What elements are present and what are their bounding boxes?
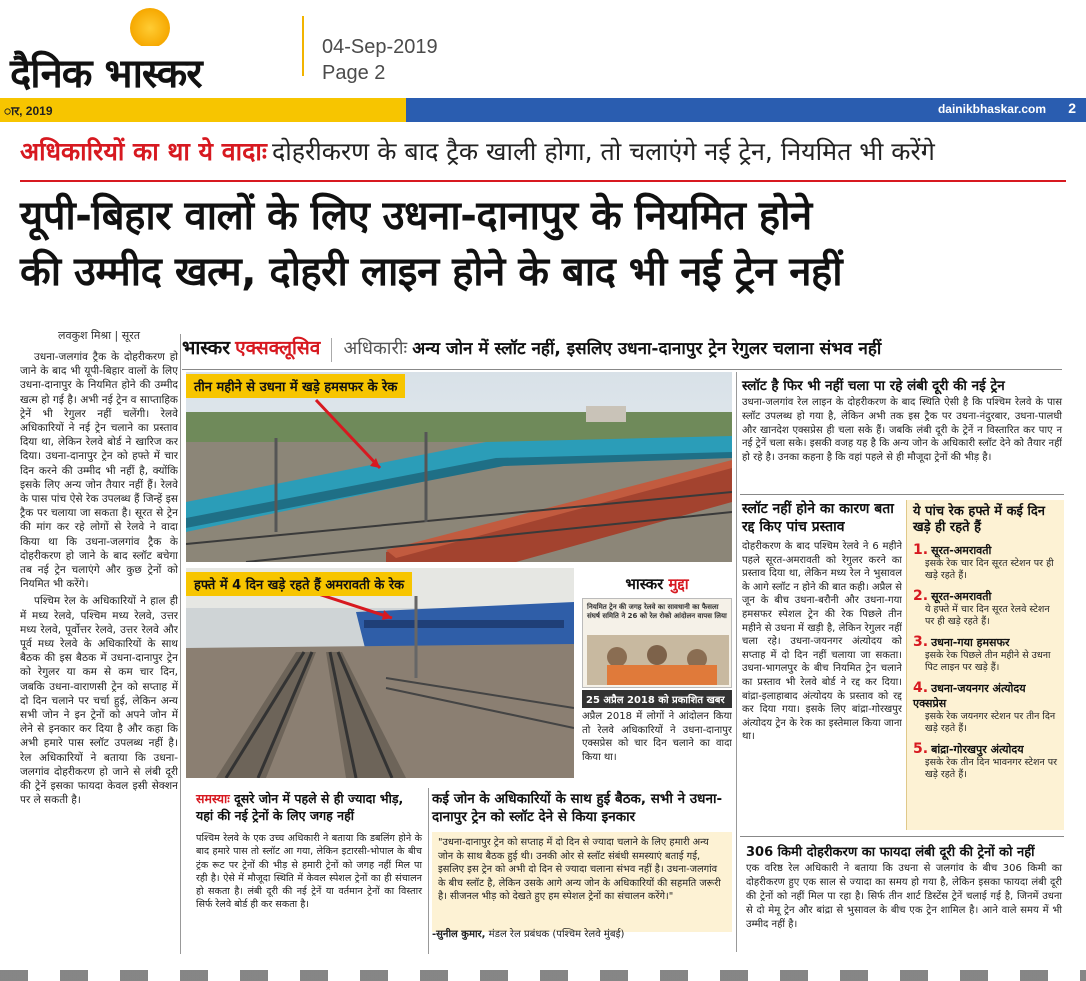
exclusive-separator [331,338,332,362]
mudda-title-brand: भास्कर [625,575,664,593]
section-rule [740,494,1064,495]
mudda-title [582,574,732,594]
photo2-caption: हफ्ते में 4 दिन खड़े रहते हैं अमरावती के रेक [186,572,412,596]
color-band [0,98,1086,122]
problem-label: समस्याः [196,791,230,806]
exclusive-label: अधिकारीः [343,338,408,359]
kicker-label: अधिकारियों का था ये वादाः [20,137,267,166]
kicker-line [20,134,1070,178]
edition-date: 04-Sep-2019 [322,36,438,58]
bhaskar-mudda-box [582,574,732,774]
right-column-divider [736,372,737,952]
proposals-text: दोहरीकरण के बाद पश्चिम रेलवे ने 6 महीने पहले सूरत-अमरावती को रेगुलर करने का प्रस्ताव दिया था, लेकिन मध्य रेल ने भुसावल के आगे स्लॉट न होने की बात कही। अप्रैल से जून के बीच उधना-बरौनी और उधना-गया हमसफर स्पेशल ट्रेन की रेक पिछले तीन महीने से उधना में खड़ी है, लेकिन रेगुलर नहीं चला रहे। उधना-जयनगर अंत्योदय को सप्ताह में दो दिन नहीं चलाया जा सकता। उधना-भागलपुर के बीच नियमित ट्रेन चलाने का प्रस्ताव भी रेलवे बोर्ड ने रद्द कर दिया। बांद्रा-इलाहाबाद अंत्योदय के प्रस्ताव को रद्द कर दिया गया। इसके लिए बांद्रा-गोरखपुर अंत्योदय ट्रेन के रेक का इस्तेमाल किया जाना था। [742,541,902,743]
rake-text: इसके रेक तीन दिन भावनगर स्टेशन पर खड़े रहते हैं। [925,757,1058,780]
mudda-text: अप्रैल 2018 में लोगों ने आंदोलन किया तो रेलवे अधिकारियों ने उधना-दानापुर एक्सप्रेस को चार दिन चलाने का वादा किया था। [582,711,732,763]
doubling-heading: 306 किमी दोहरीकरण का फायदा लंबी दूरी की ट्रेनों को नहीं [746,845,1035,860]
rake-title: सूरत-अमरावती [931,590,992,603]
headline-line-2: की उम्मीद खत्म, दोहरी लाइन होने के बाद भी नई ट्रेन नहीं [20,249,843,295]
rake-text: इसके रेक चार दिन सूरत स्टेशन पर ही खड़े रहते हैं। [925,558,1054,581]
list-item: 4. उधना-जयनगर अंत्योदय एक्सप्रेस इसके रेक जयनगर स्टेशन पर तीन दिन खड़े रहते हैं। [913,680,1058,735]
rake-title: उधना-जयनगर अंत्योदय एक्सप्रेस [913,682,1026,710]
exclusive-tag-brand: भास्कर [182,337,231,359]
newspaper-logo [10,6,290,97]
left-column-article [20,350,178,950]
slot-available-heading: स्लॉट है फिर भी नहीं चला पा रहे लंबी दूरी की नई ट्रेन [742,378,1005,394]
rake-title: उधना-गया हमसफर [931,636,1010,649]
list-item: 1. सूरत-अमरावती इसके रेक चार दिन सूरत स्टेशन पर ही खड़े रहते हैं। [913,542,1058,582]
main-headline [20,188,1070,300]
quote-signature [432,926,732,940]
train-yard-photo [186,372,732,562]
bottom-divider [428,788,429,954]
meeting-heading: कई जोन के अधिकारियों के साथ हुई बैठक, सभी ने उधना-दानापुर ट्रेन को स्लॉट देने से किया इनकार [432,791,723,825]
rake-text: ये हफ्ते में चार दिन सूरत रेलवे स्टेशन पर ही खड़े रहते हैं। [925,604,1050,627]
official-role: मंडल रेल प्रबंधक (पश्चिम रेलवे मुंबई) [488,929,625,940]
doubling-text: एक वरिष्ठ रेल अधिकारी ने बताया कि उधना से जलगांव के बीच 306 किमी का दोहरीकरण हुए एक साल से ज्यादा का समय हो गया है, लेकिन इसका फायदा लंबी दूरी की ट्रेनों को नहीं मिल पा रहा है। सिर्फ तीन शार्ट डिस्टेंस ट्रेनें चलाई गई है, जिनमें उधना से दो मेमू ट्रेन और बांद्रा से भुसावल के बीच एक ट्रेन शामिल है। आने वाले समय में भी उम्मीद नहीं है। [746,863,1062,930]
sun-icon [122,6,178,46]
exclusive-tag: एक्सक्लूसिव [235,337,321,359]
left-paragraph-2: पश्चिम रेल के अधिकारियों ने हाल ही में मध्य रेलवे, पश्चिम मध्य रेलवे, उत्तर मध्य रेलवे, पूर्वोत्तर रेलवे, उत्तर रेलवे और पूर्व मध्य रेलवे के अधिकारियों के साथ बैठक की इस बैठक में उधना-दानापुर ट्रेन को रेगुलर या कम से कम चार दिन, जबकि उधना-वाराणसी ट्रेन को सप्ताह में दो दिन चलाने पर चर्चा हुई, लेकिन अन्य सभी जोन ने इन ट्रेनों को अपने जोन में लेने से इनकार कर दिया है और कहा कि अभी हमारे पास स्लॉट उपलब्ध नहीं है। रेल अधिकारियों ने बताया कि उधना-जलगांव दोहरीकरण हो जाने से लंबी दूरी की ट्रेनें इसका फायदा केवल इसी सेक्शन पर ले सकती है। [20,595,178,807]
clipping-photo [587,635,729,685]
band-date: ार, 2019 [4,104,53,118]
five-rakes-box [906,500,1064,830]
list-item: 3. उधना-गया हमसफर इसके रेक पिछले तीन महीने से उधना पिट लाइन पर खड़े हैं। [913,634,1058,674]
photo-amravati-rakes [186,568,574,778]
photo1-caption: तीन महीने से उधना में खड़े हमसफर के रेक [186,374,405,398]
left-paragraph-1: उधना-जलगांव ट्रैक के दोहरीकरण हो जाने के बाद भी यूपी-बिहार वालों के लिए उधना-दानापुर के नियमित होने की उम्मीद खत्म हो गई है। अभी नई ट्रेन व साप्ताहिक ट्रेनें भी रेगुलर नहीं चलेंगी। रेलवे अधिकारियों ने नई ट्रेन चलाने का प्रस्ताव दिया था, लेकिन रेलवे बोर्ड ने खारिज कर दिया। उधना-दानापुर ट्रेन को हफ्ते में चार दिन करने की उम्मीद भी नहीं है, क्योंकि इसके लिए अन्य जोन तैयार नहीं हैं। रेलवे के पास पांच ऐसे रेक उपलब्ध हैं जिन्हें इस ट्रैक पर चलाया जा सकता है। सूरत से ट्रेन की मांग कर रहे लोगों से रेलवे ने वादा किया था कि उधना-जलगांव ट्रैक के दोहरीकरण हो जाने के बाद स्लॉट बचेगा तब नई ट्रेन चलाएंगे और कुछ ट्रेनों को नियमित भी करेंगे। [20,351,178,591]
column-divider [180,334,181,954]
rake-text: इसके रेक जयनगर स्टेशन पर तीन दिन खड़े रहते हैं। [925,711,1056,734]
page-header [0,0,1086,98]
railway-tracks-photo [186,568,574,778]
band-page-number: 2 [1068,100,1076,116]
rake-title: सूरत-अमरावती [931,544,992,557]
kicker-text: दोहरीकरण के बाद ट्रैक खाली होगा, तो चलाएंगे नई ट्रेन, नियमित भी करेंगे [272,137,935,166]
list-item: 5. बांद्रा-गोरखपुर अंत्योदय इसके रेक तीन दिन भावनगर स्टेशन पर खड़े रहते हैं। [913,741,1058,780]
slot-available-text: उधना-जलगांव रेल लाइन के दोहरीकरण के बाद स्थिति ऐसी है कि पश्चिम रेलवे के पास स्लॉट उपलब्ध हो गया है, लेकिन अभी तक इस ट्रैक पर उधना-नंदुरबार, उधना-पालधी और खानदेश एक्सप्रेस ही चला सके हैं। जबकि लंबी दूरी के ट्रेनें न विस्तारित कर पाए न नई ट्रेनें चला सके। इसकी वजह यह है कि अन्य जोन के अधिकारी स्लॉट देने को तैयार नहीं हो रहे है। उनका कहना है कि वहां पहले से ही मौजूदा ट्रेनों की भीड़ है। [742,397,1062,464]
page-bottom-edge [0,960,1086,981]
problem-text: पश्चिम रेलवे के एक उच्च अधिकारी ने बताया कि डबलिंग होने के बाद हमारे पास तो स्लॉट आ गया, लेकिन इटारसी-भोपाल के बीच ट्रंक रूट पर ट्रेनों की भीड़ से हमारी ट्रेनों को जगह नहीं मिल पा रही है। ऐसे में मौजूदा स्थिति में केवल स्पेशल ट्रेनों का ही संचालन हो सकता है। लंबी दूरी की नई ट्रेनें या वर्तमान ट्रेनों का विस्तार सिर्फ रेलवे बोर्ड ही कर सकता है। [196,833,422,911]
byline: लवकुश मिश्रा | सूरत [58,329,140,342]
official-quote: "उधना-दानापुर ट्रेन को सप्ताह में दो दिन से ज्यादा चलाने के लिए हमारी अन्य जोन के साथ बैठक हुई थी। उनकी ओर से स्लॉट संबंधी समस्याएं बताई गई, इसलिए इस ट्रेन को अभी दो दिन से ज्यादा चलाना संभव नहीं है। उधना-जलगांव के बीच स्लॉट है, लेकिन उसके आगे अन्य जोन के अधिकारियों की सहमति जरूरी है। सीजनल भीड़ को देखते हुए हम स्पेशल ट्रेनों का संचालन करेंगे।" [432,832,732,932]
newspaper-clipping [582,598,732,688]
mudda-title-label: मुद्दा [668,575,689,593]
problem-title: दूसरे जोन में पहले से ही ज्यादा भीड़, यहां की नई ट्रेनों के लिए जगह नहीं [196,791,404,823]
proposals-heading: स्लॉट नहीं होने का कारण बता रद्द किए पांच प्रस्ताव [742,501,894,535]
website-link[interactable]: dainikbhaskar.com [937,102,1046,116]
exclusive-text: अन्य जोन में स्लॉट नहीं, इसलिए उधना-दानापुर ट्रेन रेगुलर चलाना संभव नहीं [412,339,882,359]
header-divider [302,16,304,76]
brand-name: दैनिक भास्कर [10,51,202,97]
rake-title: बांद्रा-गोरखपुर अंत्योदय [931,743,1024,756]
official-name: -सुनील कुमार, [432,929,486,940]
list-item: 2. सूरत-अमरावती ये हफ्ते में चार दिन सूरत रेलवे स्टेशन पर ही खड़े रहते हैं। [913,588,1058,628]
kicker-rule [20,180,1066,182]
exclusive-banner [182,334,1062,370]
published-date-tag: 25 अप्रैल 2018 को प्रकाशित खबर [582,690,732,708]
rakes-heading: ये पांच रेक हफ्ते में कई दिन खड़े ही रहते हैं [913,504,1045,535]
problem-heading [196,790,422,824]
rake-text: इसके रेक पिछले तीन महीने से उधना पिट लाइन पर खड़े हैं। [925,650,1051,673]
page-number: Page 2 [322,62,386,84]
photo-humsafar-rakes [186,372,732,562]
headline-line-1: यूपी-बिहार वालों के लिए उधना-दानापुर के नियमित होने [20,193,812,239]
clipping-text: नियमित ट्रेन की जगह रेलवे का सावधानी का फैसला संघर्ष समिति ने 26 को रेल रोको आंदोलन वापस लिया [587,603,727,620]
section-rule [740,836,1064,837]
